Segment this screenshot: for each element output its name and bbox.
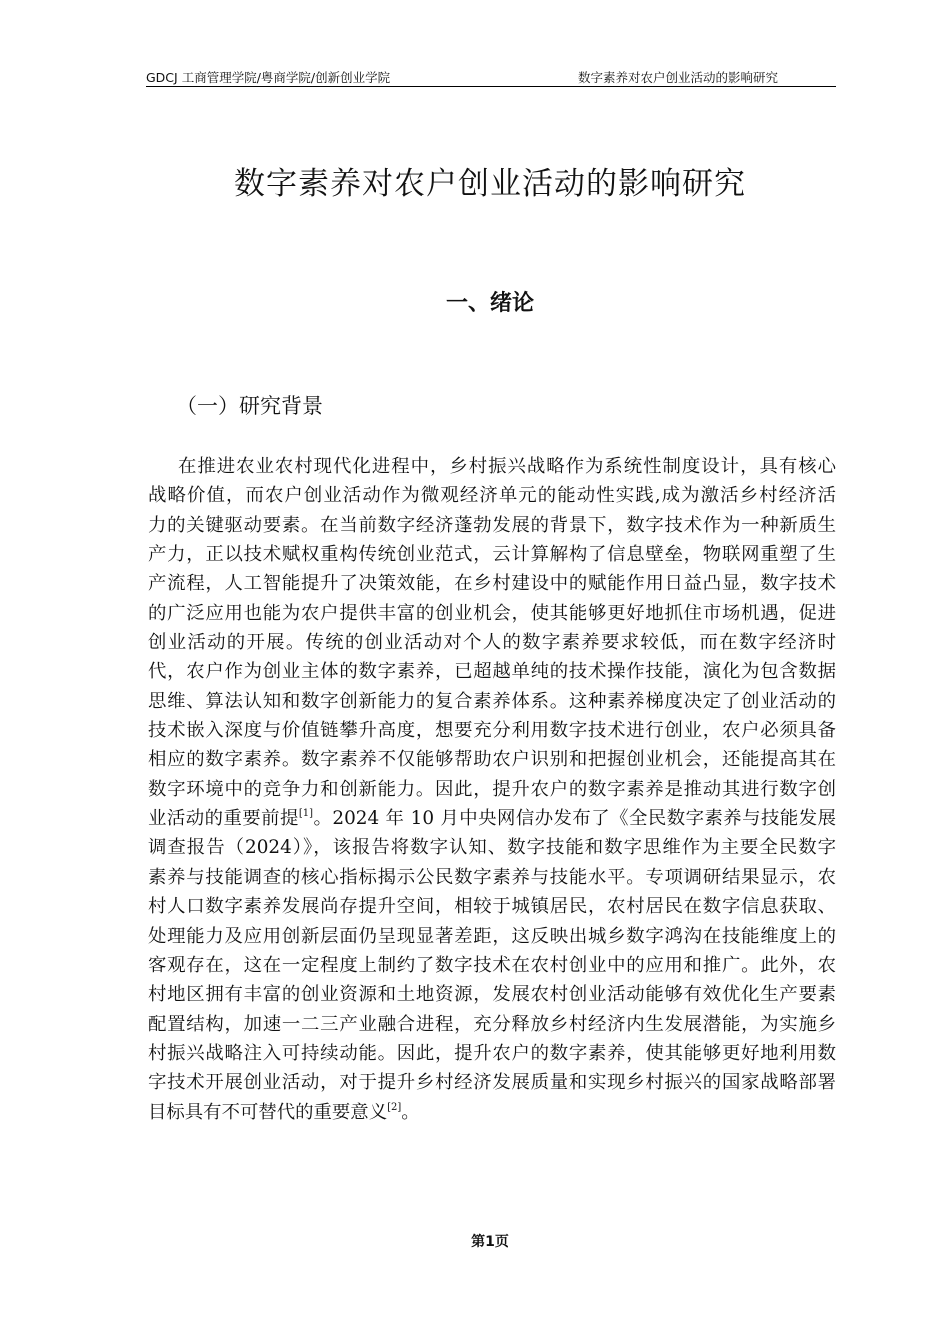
paragraph-line <box>148 540 836 569</box>
line-text: 在推进农业农村现代化进程中，乡村振兴战略作为系统性制度设计，具有核心 <box>178 456 836 477</box>
line-text: 素养与技能调查的核心指标揭示公民数字素养与技能水平。专项调研结果显示，农 <box>148 866 836 888</box>
line-text: 村人口数字素养发展尚存提升空间，相较于城镇居民，农村居民在数字信息获取、 <box>148 896 836 918</box>
citation-marker[interactable]: [1] <box>298 808 314 820</box>
line-text: 村地区拥有丰富的创业资源和土地资源，发展农村创业活动能够有效优化生产要素 <box>148 984 836 1006</box>
line-text: 村振兴战略注入可持续动能。因此，提升农户的数字素养，使其能够更好地利用数 <box>148 1042 836 1064</box>
paragraph-line <box>148 1010 836 1039</box>
line-text: 技术嵌入深度与价值链攀升高度，想要充分利用数字技术进行创业，农户必须具备 <box>148 720 836 742</box>
header-paper-title: 数字素养对农户创业活动的影响研究 <box>577 70 778 85</box>
paragraph-line <box>148 775 836 804</box>
paragraph-line <box>148 833 836 862</box>
line-text: 数字环境中的竞争力和创新能力。因此，提升农户的数字素养是推动其进行数字创 <box>148 778 836 800</box>
paragraph-line <box>148 922 836 951</box>
line-text: 思维、算法认知和数字创新能力的复合素养体系。这种素养梯度决定了创业活动的 <box>148 690 836 712</box>
paragraph-line <box>148 628 836 657</box>
paragraph-line <box>148 892 836 921</box>
section-heading: 一、绪论 <box>445 291 534 316</box>
line-text: 目标具有不可替代的重要意义 <box>148 1101 388 1123</box>
page-number: 第1页 <box>471 1234 509 1250</box>
citation-marker[interactable]: [2] <box>387 1101 402 1113</box>
paragraph-line <box>148 1098 836 1127</box>
paragraph-line <box>148 716 836 745</box>
line-text: 创业活动的开展。传统的创业活动对个人的数字素养要求较低，而在数字经济时 <box>148 632 836 654</box>
paragraph-line <box>148 863 836 892</box>
paragraph-line <box>148 951 836 980</box>
line-text-continued: 。2024 年 10 月中央网信办发布了《全民数字素养与技能发展 <box>313 808 836 830</box>
line-text: 的广泛应用也能为农户提供丰富的创业机会，使其能够更好地抓住市场机遇，促进 <box>148 602 836 624</box>
line-text: 力的关键驱动要素。在当前数字经济蓬勃发展的背景下，数字技术作为一种新质生 <box>148 514 836 536</box>
line-text: 战略价值，而农户创业活动作为微观经济单元的能动性实践,成为激活乡村经济活 <box>148 485 836 507</box>
line-text: 产流程，人工智能提升了决策效能，在乡村建设中的赋能作用日益凸显，数字技术 <box>148 573 836 595</box>
paragraph-line <box>148 1039 836 1068</box>
line-text: 字技术开展创业活动，对于提升乡村经济发展质量和实现乡村振兴的国家战略部署 <box>148 1072 836 1094</box>
subsection-heading: （一）研究背景 <box>176 394 323 418</box>
paragraph-line <box>148 511 836 540</box>
line-text: 相应的数字素养。数字素养不仅能够帮助农户识别和把握创业机会，还能提高其在 <box>148 749 836 771</box>
line-text: 代，农户作为创业主体的数字素养，已超越单纯的技术操作技能，演化为包含数据 <box>148 661 836 683</box>
paragraph-line <box>148 745 836 774</box>
running-header <box>146 66 836 87</box>
line-text-continued: 。 <box>401 1101 420 1123</box>
document-title: 数字素养对农户创业活动的影响研究 <box>234 166 746 202</box>
line-text: 调查报告（2024）》，该报告将数字认知、数字技能和数字思维作为主要全民数字 <box>148 837 836 859</box>
paragraph-line <box>148 1068 836 1097</box>
header-institution: GDCJ 工商管理学院/粤商学院/创新创业学院 <box>146 70 391 85</box>
body-paragraph <box>148 452 836 1127</box>
line-text: 业活动的重要前提 <box>148 808 299 830</box>
paragraph-line <box>148 481 836 510</box>
paragraph-line <box>148 452 836 481</box>
line-text: 客观存在，这在一定程度上制约了数字技术在农村创业中的应用和推广。此外，农 <box>148 954 836 976</box>
paragraph-line <box>148 599 836 628</box>
line-text: 产力，正以技术赋权重构传统创业范式，云计算解构了信息壁垒，物联网重塑了生 <box>148 544 836 566</box>
line-text: 处理能力及应用创新层面仍呈现显著差距，这反映出城乡数字鸿沟在技能维度上的 <box>148 925 836 947</box>
paragraph-line <box>148 569 836 598</box>
paragraph-line <box>148 804 836 833</box>
paragraph-line <box>148 980 836 1009</box>
paragraph-line <box>148 657 836 686</box>
paragraph-line <box>148 687 836 716</box>
line-text: 配置结构，加速一二三产业融合进程，充分释放乡村经济内生发展潜能，为实施乡 <box>148 1013 836 1035</box>
